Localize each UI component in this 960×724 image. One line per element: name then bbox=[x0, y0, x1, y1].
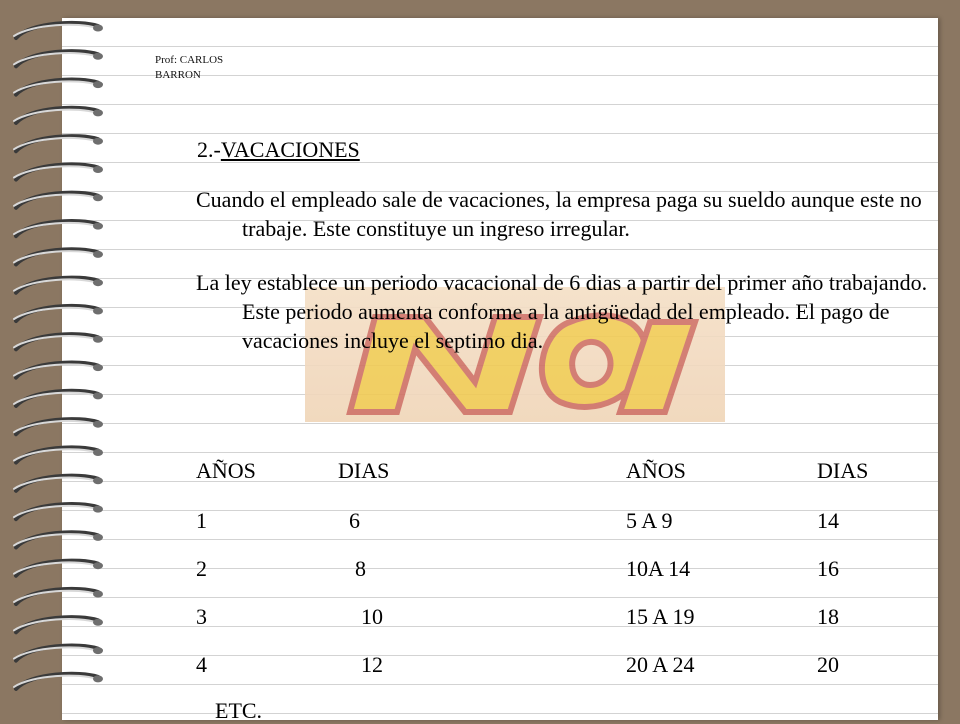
spiral-ring bbox=[14, 108, 103, 123]
spiral-ring bbox=[14, 23, 103, 38]
right-row-4-days: 20 bbox=[817, 652, 839, 677]
author-label: Prof: CARLOS BARRON bbox=[155, 54, 224, 81]
right-row-3-days: 18 bbox=[817, 604, 839, 629]
left-row-2-years: 2 bbox=[196, 556, 207, 581]
right-header-days: DIAS bbox=[817, 458, 869, 483]
left-row-4-days: 12 bbox=[361, 652, 383, 677]
spiral-ring bbox=[14, 51, 103, 66]
spiral-ring bbox=[14, 589, 103, 604]
spiral-ring bbox=[14, 306, 103, 321]
left-row-1-days: 6 bbox=[349, 508, 360, 533]
section-title bbox=[197, 137, 360, 163]
right-row-1-years: 5 A 9 bbox=[626, 508, 673, 533]
spiral-ring bbox=[14, 447, 103, 462]
right-header-years: AÑOS bbox=[626, 458, 686, 483]
paragraph-1: Cuando el empleado sale de vacaciones, la empresa paga su sueldo aunque este no trabaje. Este constituye un ingreso irregular. bbox=[196, 187, 922, 241]
left-header-days: DIAS bbox=[338, 458, 390, 483]
section-title-text: VACACIONES bbox=[220, 137, 360, 162]
spiral-ring bbox=[14, 674, 103, 689]
section-number: 2.- bbox=[197, 137, 221, 162]
right-row-2-years: 10A 14 bbox=[626, 556, 691, 581]
left-header-years: AÑOS bbox=[196, 458, 256, 483]
spiral-ring bbox=[14, 476, 103, 491]
left-row-3-years: 3 bbox=[196, 604, 207, 629]
spiral-ring bbox=[14, 419, 103, 434]
left-row-1-years: 1 bbox=[196, 508, 207, 533]
spiral-ring bbox=[14, 645, 103, 660]
spiral-ring bbox=[14, 391, 103, 406]
spiral-binding bbox=[0, 0, 110, 720]
spiral-ring bbox=[14, 193, 103, 208]
spiral-ring bbox=[14, 617, 103, 632]
right-row-3-years: 15 A 19 bbox=[626, 604, 695, 629]
spiral-ring bbox=[14, 561, 103, 576]
table-footer-etc: ETC. bbox=[215, 698, 263, 723]
spiral-ring bbox=[14, 136, 103, 151]
spiral-ring bbox=[14, 532, 103, 547]
right-row-1-days: 14 bbox=[817, 508, 839, 533]
spiral-ring bbox=[14, 334, 103, 349]
paragraph-2: La ley establece un periodo vacacional de 6 dias a partir del primer año trabajando. Este periodo aumenta conforme a la antigüedad del empleado. El pago de vacaciones incluye el septimo dia. bbox=[196, 270, 928, 353]
spiral-ring bbox=[14, 164, 103, 179]
left-row-2-days: 8 bbox=[355, 556, 366, 581]
spiral-ring bbox=[14, 221, 103, 236]
spiral-ring bbox=[14, 278, 103, 293]
spiral-ring bbox=[14, 249, 103, 264]
right-row-2-days: 16 bbox=[817, 556, 839, 581]
spiral-ring bbox=[14, 504, 103, 519]
spiral-ring bbox=[14, 79, 103, 94]
left-row-4-years: 4 bbox=[196, 652, 207, 677]
right-row-4-years: 20 A 24 bbox=[626, 652, 695, 677]
left-row-3-days: 10 bbox=[361, 604, 383, 629]
spiral-ring bbox=[14, 362, 103, 377]
